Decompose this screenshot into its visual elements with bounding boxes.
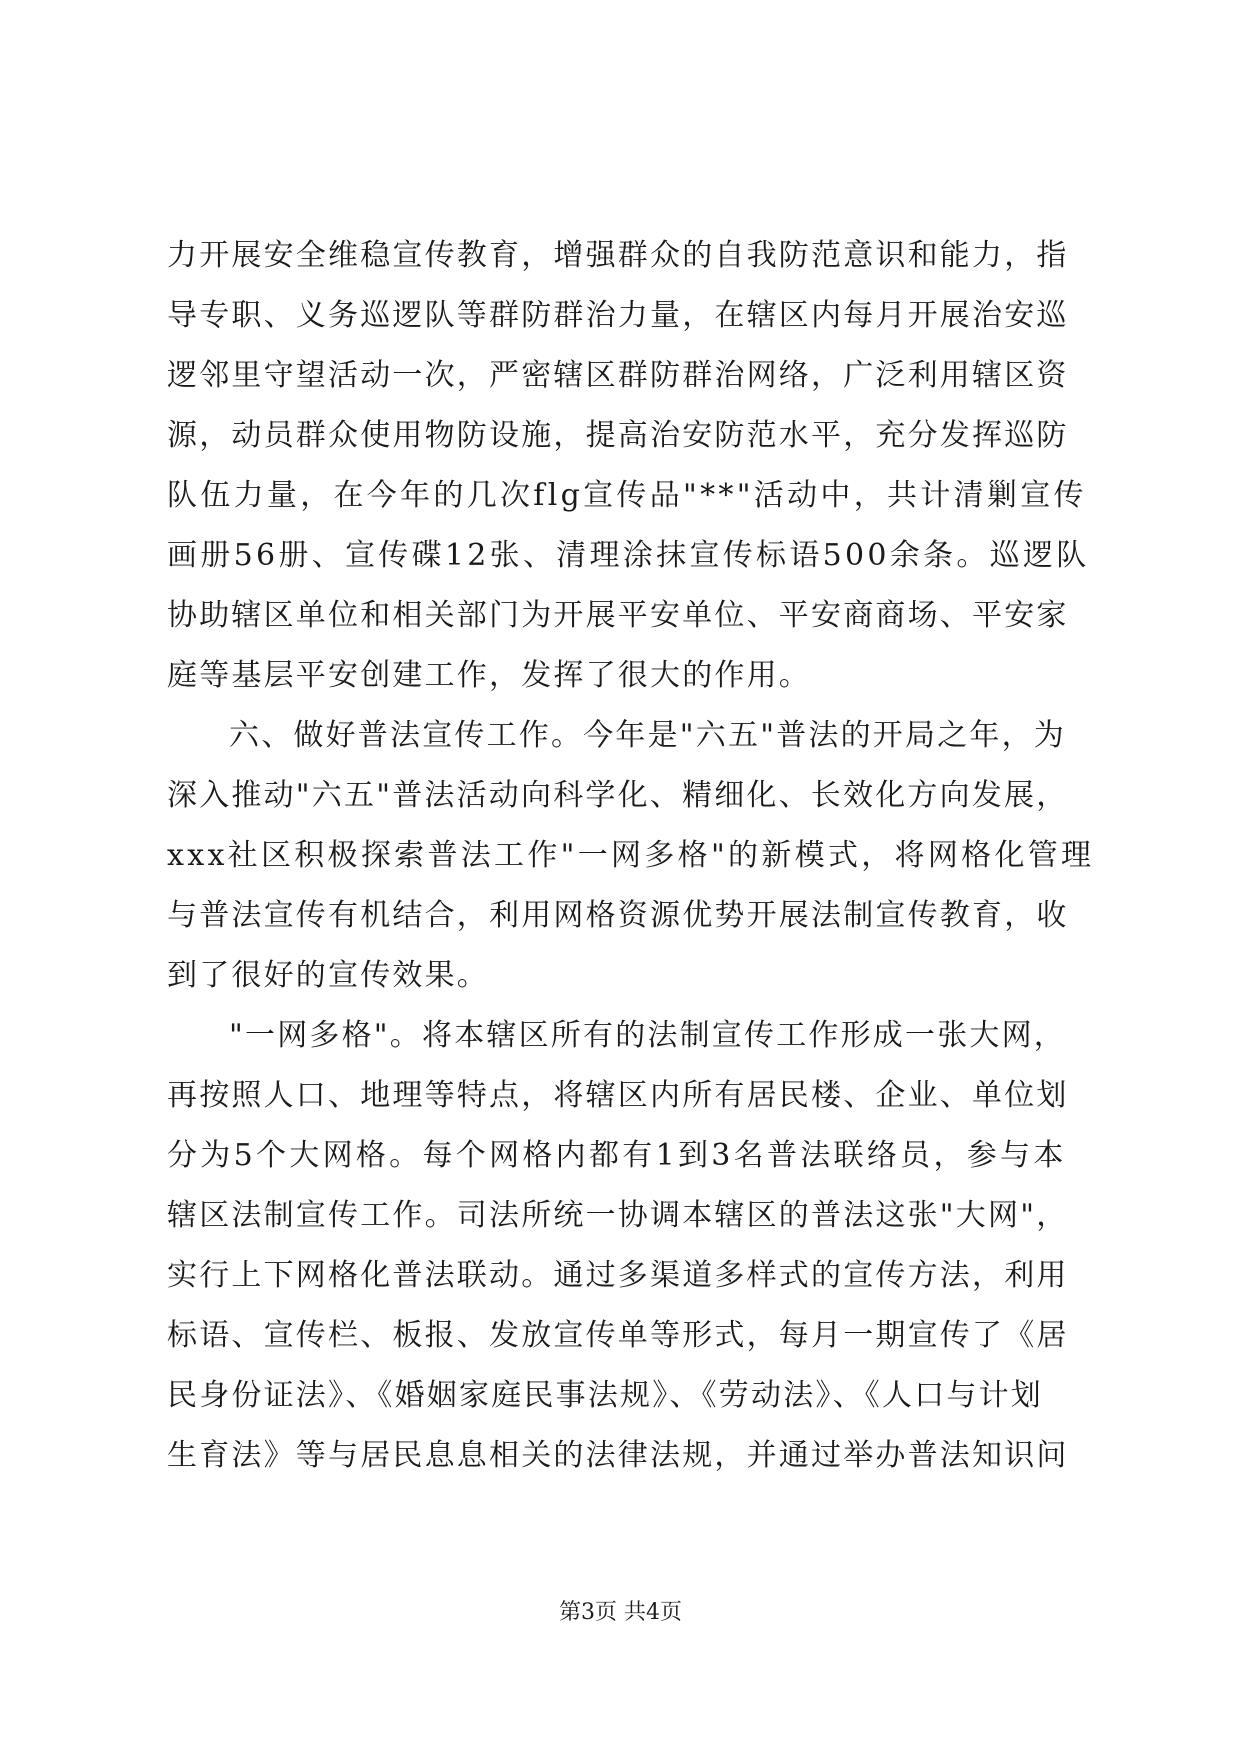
text-line: 生育法》等与居民息息相关的法律法规，并通过举办普法知识问 xyxy=(167,1438,1069,1473)
body-text xyxy=(167,226,1095,1486)
text-line: 与普法宣传有机结合，利用网格资源优势开展法制宣传教育，收 xyxy=(167,898,1069,933)
text-line: 画册56册、宣传碟12张、清理涂抹宣传标语500余条。巡逻队 xyxy=(167,538,1090,573)
text-line: 深入推动"六五"普法活动向科学化、精细化、长效化方向发展， xyxy=(167,778,1069,813)
text-line: 标语、宣传栏、板报、发放宣传单等形式，每月一期宣传了《居 xyxy=(167,1318,1069,1353)
paragraph-start-line: 六、做好普法宣传工作。今年是"六五"普法的开局之年，为 xyxy=(229,718,1066,753)
paragraph-start-line: "一网多格"。将本辖区所有的法制宣传工作形成一张大网， xyxy=(229,1018,1066,1053)
text-line: 辖区法制宣传工作。司法所统一协调本辖区的普法这张"大网"， xyxy=(167,1198,1069,1233)
text-line: 分为5个大网格。每个网格内都有1到3名普法联络员，参与本 xyxy=(167,1138,1067,1173)
text-line: 力开展安全维稳宣传教育，增强群众的自我防范意识和能力，指 xyxy=(167,238,1069,273)
text-line: 队伍力量，在今年的几次flg宣传品"**"活动中，共计清剿宣传 xyxy=(167,478,1087,513)
text-line: 实行上下网格化普法联动。通过多渠道多样式的宣传方法，利用 xyxy=(167,1258,1069,1293)
text-line: 协助辖区单位和相关部门为开展平安单位、平安商商场、平安家 xyxy=(167,598,1069,633)
text-line: 民身份证法》、《婚姻家庭民事法规》、《劳动法》、《人口与计划 xyxy=(167,1378,1043,1413)
text-line: xxx社区积极探索普法工作"一网多格"的新模式，将网格化管理 xyxy=(167,838,1095,873)
text-line: 源，动员群众使用物防设施，提高治安防范水平，充分发挥巡防 xyxy=(167,418,1069,453)
text-line: 再按照人口、地理等特点，将辖区内所有居民楼、企业、单位划 xyxy=(167,1078,1069,1113)
page-number: 第3页 共4页 xyxy=(559,1600,682,1625)
text-line: 逻邻里守望活动一次，严密辖区群防群治网络，广泛利用辖区资 xyxy=(167,358,1069,393)
text-line: 到了很好的宣传效果。 xyxy=(167,958,489,993)
text-line: 庭等基层平安创建工作，发挥了很大的作用。 xyxy=(167,658,811,693)
text-line: 导专职、义务巡逻队等群防群治力量，在辖区内每月开展治安巡 xyxy=(167,298,1069,333)
